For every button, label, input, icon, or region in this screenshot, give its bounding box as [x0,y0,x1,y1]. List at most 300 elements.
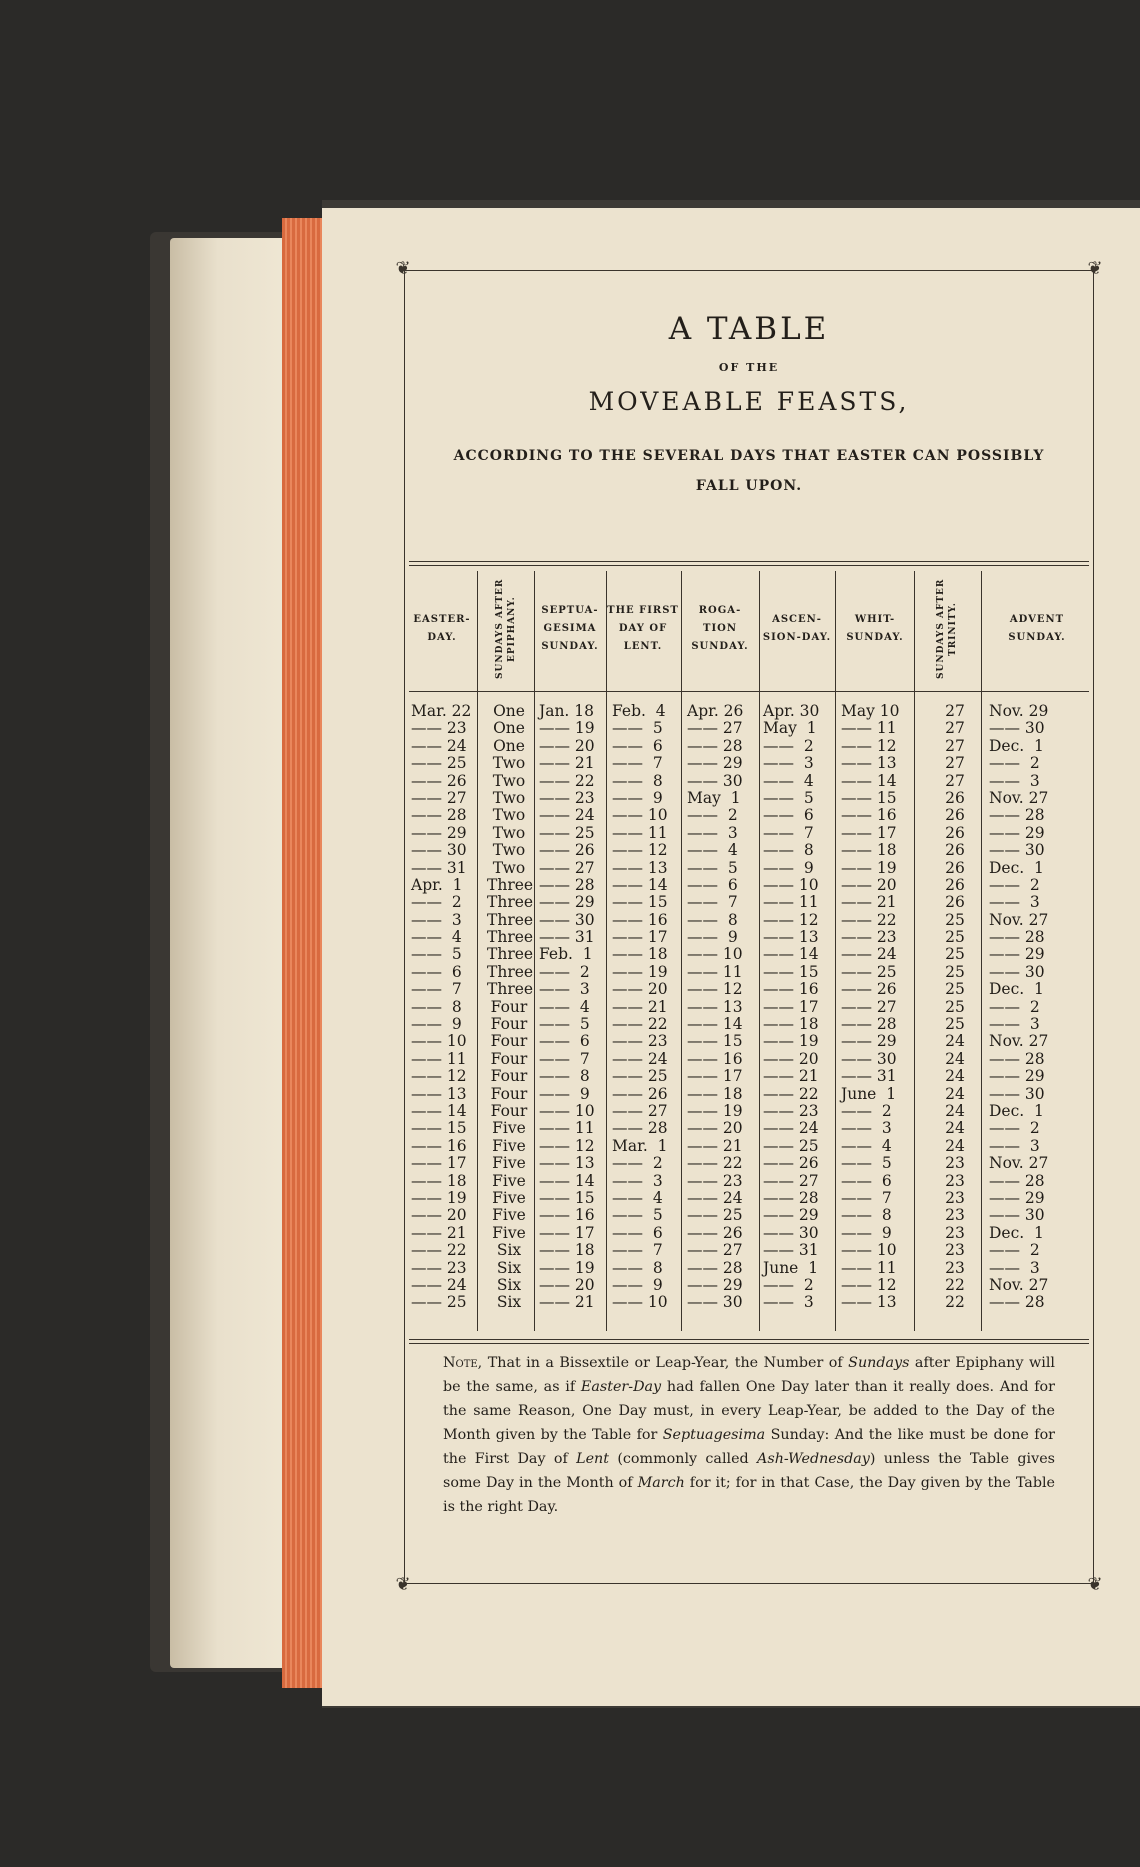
header-sundays-after-epiphany: SUNDAYS AFTER EPIPHANY. [495,578,517,680]
table-cell: —— 8 [612,771,663,790]
table-cell: Nov. 27 [989,1154,1049,1173]
table-cell: —— 28 [989,1293,1045,1312]
table-cell: —— 30 [687,771,743,790]
table-cell: —— 21 [841,893,897,912]
table-cell: —— 28 [989,1049,1045,1068]
table-cell: —— 19 [763,1032,819,1051]
table-cell: —— 17 [763,997,819,1016]
table-cell: 27 [945,719,965,738]
table-cell: —— 18 [687,1084,743,1103]
header-ascension-day: ASCEN-SION-DAY. [762,614,832,643]
table-cell: —— 4 [612,1188,663,1207]
main-title: MOVEABLE FEASTS, [588,387,910,416]
table-cell: —— 23 [687,1171,743,1190]
table-cell: —— 2 [989,1241,1040,1260]
table-cell: —— 29 [989,823,1045,842]
header-septuagesima: SEPTUA-GESIMA SUNDAY. [541,605,599,652]
leap-year-note [443,1351,1055,1519]
table-cell: —— 23 [763,1101,819,1120]
note-lead: Note, [443,1355,483,1371]
table-cell: —— 27 [612,1101,668,1120]
table-cell: Four [490,1049,528,1068]
column-divider [534,571,535,1331]
table-cell: —— 7 [612,1241,663,1260]
table-cell: —— 12 [687,980,743,999]
table-cell: 24 [945,1084,965,1103]
table-cell: —— 17 [612,928,668,947]
table-cell: —— 4 [687,841,738,860]
table-bottom-rule [409,1343,1089,1344]
table-cell: May 1 [687,788,741,807]
table-cell: 24 [945,1136,965,1155]
table-cell: —— 29 [687,1275,743,1294]
table-cell: —— 20 [612,980,668,999]
column-divider [477,571,478,1331]
table-cell: 26 [945,788,965,807]
table-cell: —— 23 [411,719,467,738]
table-cell: 23 [945,1258,965,1277]
table-cell: —— 2 [989,875,1040,894]
table-cell: —— 16 [763,980,819,999]
note-italic: March [637,1475,685,1491]
table-cell: —— 2 [989,997,1040,1016]
table-cell: —— 10 [841,1241,897,1260]
table-cell: Nov. 27 [989,788,1049,807]
table-cell: —— 12 [612,841,668,860]
table-cell: —— 24 [411,736,467,755]
table-cell: —— 13 [411,1084,467,1103]
table-cell: —— 8 [841,1206,892,1225]
table-cell: Nov. 27 [989,1032,1049,1051]
table-cell: —— 22 [763,1084,819,1103]
table-cell: 23 [945,1171,965,1190]
table-cell: June 1 [841,1084,897,1103]
table-cell: —— 29 [989,1188,1045,1207]
column-easter-day [411,703,475,1312]
table-cell: Six [496,1241,522,1260]
table-cell: 27 [945,771,965,790]
table-cell: —— 12 [539,1136,595,1155]
table-cell: —— 18 [539,1241,595,1260]
table-cell: —— 24 [841,945,897,964]
table-cell: —— 28 [989,928,1045,947]
table-cell: —— 15 [411,1119,467,1138]
table-cell: 22 [945,1275,965,1294]
table-cell: —— 24 [687,1188,743,1207]
table-cell: —— 12 [411,1067,467,1086]
table-cell: Nov. 29 [989,702,1049,720]
table-cell: —— 13 [841,754,897,773]
table-cell: —— 19 [612,962,668,981]
table-cell: 25 [945,910,965,929]
table-cell: 27 [945,754,965,773]
table-cell: —— 30 [989,841,1045,860]
table-cell: —— 21 [687,1136,743,1155]
table-cell: —— 20 [411,1206,467,1225]
table-cell: —— 20 [539,1275,595,1294]
table-cell: —— 27 [687,719,743,738]
table-cell: —— 2 [411,893,462,912]
table-cell: —— 29 [841,1032,897,1051]
table-cell: —— 2 [989,754,1040,773]
table-cell: Two [492,754,526,773]
table-cell: —— 24 [612,1049,668,1068]
table-top-rule [409,561,1089,562]
note-text: had fallen One Day later than it really does. And for the same Reason, One Day must, in every Leap-Year, be added to the Day of the Month given by the Table for [443,1379,1055,1443]
table-cell: Dec. 1 [989,980,1044,999]
column-divider [681,571,682,1331]
table-cell: —— 19 [687,1101,743,1120]
table-cell: —— 30 [989,962,1045,981]
table-cell: —— 31 [841,1067,897,1086]
header-whitsunday: WHIT-SUNDAY. [846,614,904,643]
note-text: after Epiphany will be the same, as if [443,1355,1055,1395]
table-cell: Five [492,1206,526,1225]
table-cell: —— 6 [539,1032,590,1051]
table-cell: —— 10 [687,945,743,964]
corner-ornament-icon: ❦ [395,258,411,279]
table-cell: —— 31 [539,928,595,947]
table-cell: —— 9 [612,788,663,807]
table-cell: Three [487,893,534,912]
table-cell: Feb. 4 [612,702,666,720]
table-cell: 26 [945,858,965,877]
table-cell: —— 3 [539,980,590,999]
table-cell: —— 12 [763,910,819,929]
table-cell: —— 30 [841,1049,897,1068]
table-cell: —— 20 [763,1049,819,1068]
table-cell: Jan. 18 [539,702,595,720]
table-cell: 27 [945,736,965,755]
header-bottom-rule [409,691,1089,692]
table-cell: —— 3 [989,1258,1040,1277]
table-cell: —— 4 [763,771,814,790]
table-cell: —— 2 [763,1275,814,1294]
table-cell: One [493,702,525,720]
table-cell: Three [487,962,534,981]
table-cell: —— 11 [841,719,897,738]
header-easter-day: EASTER-DAY. [413,614,471,643]
table-bottom-rule [409,1339,1089,1340]
table-cell: 23 [945,1206,965,1225]
table-cell: Three [487,980,534,999]
column-first-day-of-lent [612,703,678,1312]
table-cell: —— 7 [539,1049,590,1068]
table-cell: —— 18 [763,1015,819,1034]
page-title: A TABLE [668,311,830,347]
table-cell: —— 9 [539,1084,590,1103]
table-cell: —— 14 [612,875,668,894]
table-cell: —— 6 [687,875,738,894]
column-divider [914,571,915,1331]
note-text: Sunday: And the like must be done for the First Day of [443,1427,1056,1467]
table-cell: Mar. 1 [612,1136,668,1155]
table-cell: —— 26 [763,1154,819,1173]
table-cell: —— 28 [612,1119,668,1138]
header-first-day-of-lent: THE FIRST DAY OF LENT. [607,605,679,652]
table-cell: —— 25 [841,962,897,981]
table-cell: —— 6 [612,736,663,755]
corner-ornament-icon: ❦ [1087,1574,1103,1595]
table-cell: —— 8 [612,1258,663,1277]
table-cell: Five [492,1171,526,1190]
table-cell: —— 3 [989,771,1040,790]
note-text: for it; for in that Case, the Day given by the Table is the right Day. [443,1475,1056,1515]
note-italic: Sundays [848,1355,910,1371]
table-cell: Five [492,1119,526,1138]
table-cell: —— 19 [539,719,595,738]
table-cell: Four [490,1015,528,1034]
table-cell: Five [492,1154,526,1173]
table-cell: 26 [945,875,965,894]
table-cell: —— 10 [612,806,668,825]
table-cell: —— 2 [539,962,590,981]
table-cell: One [493,719,525,738]
table-cell: —— 4 [539,997,590,1016]
table-cell: —— 15 [841,788,897,807]
table-cell: —— 22 [411,1241,467,1260]
table-cell: May 10 [841,702,900,720]
table-cell: —— 5 [612,1206,663,1225]
table-cell: —— 5 [612,719,663,738]
table-cell: —— 8 [763,841,814,860]
corner-ornament-icon: ❦ [395,1574,411,1595]
table-cell: —— 11 [612,823,668,842]
table-cell: —— 28 [687,1258,743,1277]
table-cell: —— 23 [841,928,897,947]
table-cell: —— 19 [841,858,897,877]
table-cell: Dec. 1 [989,858,1044,877]
table-cell: —— 21 [539,754,595,773]
table-cell: 22 [945,1293,965,1312]
table-cell: 27 [945,702,965,720]
header-rogation-sunday: ROGA-TION SUNDAY. [691,605,749,652]
table-cell: —— 3 [687,823,738,842]
table-cell: 24 [945,1049,965,1068]
table-cell: —— 26 [411,771,467,790]
column-sundays-after-epiphany [487,702,534,1312]
table-cell: Four [490,997,528,1016]
table-cell: —— 21 [411,1223,467,1242]
table-cell: —— 5 [687,858,738,877]
table-cell: —— 5 [763,788,814,807]
table-cell: —— 8 [687,910,738,929]
table-cell: —— 30 [411,841,467,860]
table-cell: Five [492,1223,526,1242]
table-cell: —— 5 [539,1015,590,1034]
table-cell: —— 25 [539,823,595,842]
table-cell: Four [490,1067,528,1086]
table-cell: —— 10 [612,1293,668,1312]
table-cell: —— 25 [411,754,467,773]
table-cell: 25 [945,962,965,981]
table-cell: —— 20 [539,736,595,755]
table-cell: —— 7 [411,980,462,999]
table-cell: Five [492,1136,526,1155]
table-cell: —— 2 [989,1119,1040,1138]
table-cell: 25 [945,945,965,964]
table-cell: —— 3 [411,910,462,929]
table-cell: —— 3 [989,1136,1040,1155]
note-italic: Septuagesima [662,1427,766,1443]
table-cell: —— 14 [841,771,897,790]
table-cell: —— 13 [687,997,743,1016]
table-cell: 24 [945,1032,965,1051]
table-cell: —— 16 [612,910,668,929]
table-cell: Six [496,1293,522,1312]
table-cell: 26 [945,893,965,912]
table-cell: —— 10 [763,875,819,894]
table-cell: —— 17 [411,1154,467,1173]
column-sundays-after-trinity [935,703,975,1312]
table-cell: 24 [945,1119,965,1138]
table-cell: —— 9 [763,858,814,877]
table-cell: —— 3 [989,893,1040,912]
table-cell: Dec. 1 [989,1223,1044,1242]
table-cell: —— 19 [411,1188,467,1207]
table-cell: —— 13 [763,928,819,947]
table-cell: —— 6 [411,962,462,981]
table-cell: —— 3 [612,1171,663,1190]
table-cell: —— 5 [841,1154,892,1173]
table-cell: 23 [945,1154,965,1173]
table-cell: —— 18 [411,1171,467,1190]
table-cell: 23 [945,1241,965,1260]
table-cell: 23 [945,1188,965,1207]
table-cell: —— 4 [411,928,462,947]
table-cell: Two [492,858,526,877]
table-cell: Apr. 26 [687,702,744,720]
table-cell: —— 9 [411,1015,462,1034]
table-cell: —— 11 [411,1049,467,1068]
table-cell: —— 3 [989,1015,1040,1034]
table-cell: —— 30 [539,910,595,929]
table-cell: —— 30 [763,1223,819,1242]
table-cell: —— 29 [539,893,595,912]
table-cell: —— 13 [841,1293,897,1312]
table-cell: —— 24 [539,806,595,825]
table-cell: Two [492,788,526,807]
table-cell: —— 12 [841,1275,897,1294]
table-cell: Two [492,823,526,842]
table-cell: 24 [945,1067,965,1086]
table-cell: —— 16 [841,806,897,825]
note-italic: Easter-Day [580,1379,662,1395]
table-cell: —— 20 [687,1119,743,1138]
column-rogation-sunday [687,703,757,1312]
table-cell: 26 [945,806,965,825]
table-cell: —— 15 [612,893,668,912]
table-cell: —— 7 [612,754,663,773]
table-cell: —— 7 [687,893,738,912]
table-cell: 25 [945,928,965,947]
table-cell: —— 25 [763,1136,819,1155]
table-cell: —— 15 [539,1188,595,1207]
table-cell: —— 16 [687,1049,743,1068]
table-cell: Nov. 27 [989,1275,1049,1294]
table-cell: Two [492,806,526,825]
table-cell: —— 5 [411,945,462,964]
table-cell: —— 28 [989,1171,1045,1190]
table-cell: Five [492,1188,526,1207]
table-cell: —— 16 [411,1136,467,1155]
table-cell: —— 7 [841,1188,892,1207]
table-cell: —— 29 [687,754,743,773]
table-cell: —— 3 [841,1119,892,1138]
table-cell: —— 29 [763,1206,819,1225]
table-cell: —— 22 [539,771,595,790]
table-cell: —— 29 [411,823,467,842]
table-cell: —— 14 [411,1101,467,1120]
table-cell: —— 24 [763,1119,819,1138]
table-cell: Four [490,1084,528,1103]
table-cell: 24 [945,1101,965,1120]
table-cell: —— 6 [612,1223,663,1242]
table-cell: 23 [945,1223,965,1242]
table-cell: —— 11 [841,1258,897,1277]
table-cell: Dec. 1 [989,736,1044,755]
header-advent-sunday: ADVENT SUNDAY. [1008,614,1066,643]
table-cell: —— 15 [763,962,819,981]
table-cell: —— 11 [539,1119,595,1138]
table-cell: —— 14 [687,1015,743,1034]
table-cell: —— 7 [763,823,814,842]
table-cell: —— 27 [763,1171,819,1190]
note-text: (commonly called [609,1451,758,1467]
column-septuagesima [539,703,603,1312]
table-cell: —— 30 [989,1084,1045,1103]
table-cell: June 1 [763,1258,819,1277]
table-cell: Dec. 1 [989,1101,1044,1120]
table-cell: —— 24 [411,1275,467,1294]
table-cell: —— 3 [763,754,814,773]
table-cell: —— 9 [841,1223,892,1242]
note-italic: Ash-Wednesday [757,1451,870,1467]
table-cell: —— 19 [539,1258,595,1277]
table-cell: Nov. 27 [989,910,1049,929]
table-cell: —— 16 [539,1206,595,1225]
table-cell: —— 31 [763,1241,819,1260]
table-cell: —— 26 [612,1084,668,1103]
table-cell: —— 6 [841,1171,892,1190]
table-cell: Two [492,771,526,790]
table-cell: —— 10 [411,1032,467,1051]
column-divider [759,571,760,1331]
table-cell: —— 6 [763,806,814,825]
table-cell: Feb. 1 [539,945,593,964]
table-cell: —— 17 [687,1067,743,1086]
table-cell: —— 3 [763,1293,814,1312]
title-connector: OF THE [718,361,780,374]
table-cell: —— 2 [841,1101,892,1120]
table-cell: —— 25 [411,1293,467,1312]
table-cell: Three [487,928,534,947]
table-cell: —— 8 [411,997,462,1016]
table-cell: —— 22 [841,910,897,929]
table-cell: —— 14 [539,1171,595,1190]
table-cell: Three [487,875,534,894]
note-text: ) unless the Table gives some Day in the Month of [443,1451,1055,1491]
table-cell: —— 27 [841,997,897,1016]
table-cell: —— 31 [411,858,467,877]
table-cell: —— 2 [687,806,738,825]
table-cell: —— 28 [687,736,743,755]
column-ascension-day [763,703,833,1312]
table-cell: Four [490,1032,528,1051]
table-cell: —— 23 [539,788,595,807]
column-divider [606,571,607,1331]
table-cell: 25 [945,1015,965,1034]
